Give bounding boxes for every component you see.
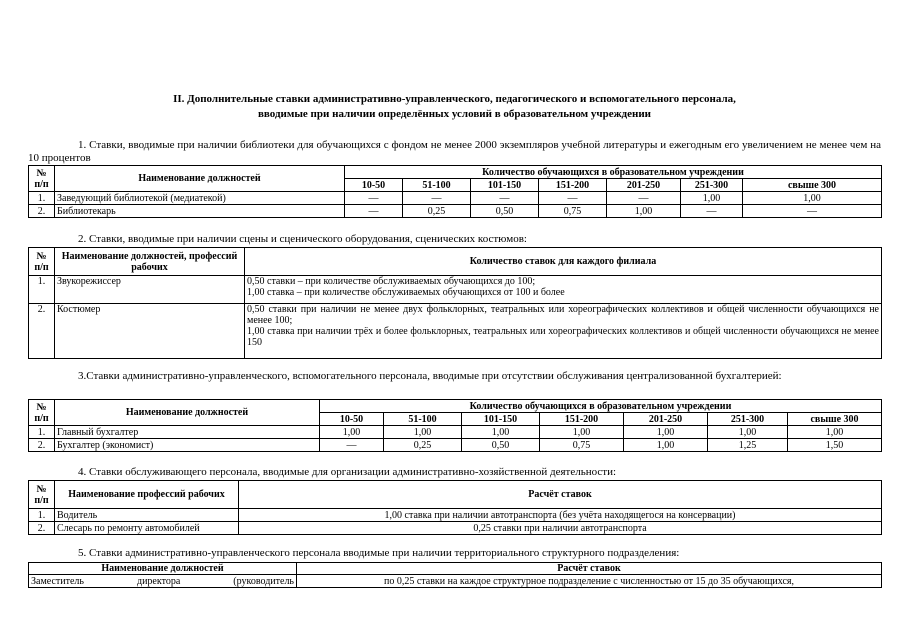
row-num: 1. — [29, 426, 55, 439]
cell-value: 1,00 — [607, 205, 681, 218]
cell-value: 0,25 — [384, 439, 462, 452]
col-header: 251-300 — [681, 179, 743, 192]
row-description — [245, 304, 882, 359]
table-row — [29, 522, 882, 535]
col-header-num: № п/п — [29, 248, 55, 276]
section3-text: 3.Ставки административно-управленческого, вспомогательного персонала, вводимые при отсутствии обслуживания централизованной бухгалтерией: — [78, 370, 782, 382]
table-row — [29, 426, 882, 439]
col-header: 101-150 — [471, 179, 539, 192]
cell-value: — — [320, 439, 384, 452]
row-num: 2. — [29, 439, 55, 452]
col-header-group: Количество обучающихся в образовательном учреждении — [345, 166, 882, 179]
cell-value: — — [403, 192, 471, 205]
table-row — [29, 205, 882, 218]
description-line: 0,50 ставки – при количестве обслуживаемых обучающихся до 100; — [247, 276, 536, 287]
description-line: 1,00 ставка – при количестве обслуживаемых обучающихся от 100 и более — [247, 287, 565, 298]
col-header-qty: Количество ставок для каждого филиала — [245, 248, 882, 276]
col-header: 10-50 — [345, 179, 403, 192]
col-header: свыше 300 — [743, 179, 882, 192]
table-row — [29, 575, 882, 588]
cell-value: 0,50 — [462, 439, 540, 452]
row-name: Костюмер — [55, 304, 245, 359]
col-header: 251-300 — [708, 413, 788, 426]
row-calc: по 0,25 ставки на каждое структурное подразделение с численностью от 15 до 35 обучающихся, — [297, 575, 882, 588]
row-num: 1. — [29, 509, 55, 522]
col-header-name: Наименование должностей — [29, 563, 297, 575]
col-header-name: Наименование должностей — [55, 400, 320, 426]
cell-value: 1,00 — [708, 426, 788, 439]
cell-value: 0,75 — [539, 205, 607, 218]
cell-value: 1,00 — [320, 426, 384, 439]
col-header-num: № п/п — [29, 166, 55, 192]
row-description — [245, 276, 882, 304]
cell-value: — — [607, 192, 681, 205]
cell-value: 1,25 — [708, 439, 788, 452]
service-staff-table — [28, 480, 882, 535]
row-name: Слесарь по ремонту автомобилей — [55, 522, 239, 535]
row-name: Заведующий библиотекой (медиатекой) — [55, 192, 345, 205]
col-header-calc: Расчёт ставок — [297, 563, 882, 575]
col-header: 151-200 — [539, 179, 607, 192]
heading-line-1: II. Дополнительные ставки административно-управленческого, педагогического и вспомогательного персонала, — [173, 93, 736, 105]
cell-value: — — [345, 205, 403, 218]
cell-value: 1,00 — [681, 192, 743, 205]
row-calc: 0,25 ставки при наличии автотранспорта — [239, 522, 882, 535]
table-row — [29, 192, 882, 205]
col-header-num: № п/п — [29, 400, 55, 426]
row-num: 2. — [29, 522, 55, 535]
cell-value: 1,00 — [624, 426, 708, 439]
cell-value: 1,00 — [540, 426, 624, 439]
cell-value: 1,00 — [384, 426, 462, 439]
description-line: 1,00 ставка при наличии трёх и более фольклорных, театральных или хореографических коллективов и общей численности обучающихся не менее 150 — [247, 326, 879, 348]
cell-value: 1,00 — [462, 426, 540, 439]
branch-admin-table — [28, 562, 882, 588]
description-line: 0,50 ставки при наличии не менее двух фольклорных, театральных или хореографических коллективов и общей численности обучающихся не менее 100; — [247, 304, 879, 326]
cell-value: — — [345, 192, 403, 205]
col-header-name: Наименование профессий рабочих — [55, 481, 239, 509]
cell-value: 1,00 — [743, 192, 882, 205]
library-staff-table — [28, 165, 882, 218]
section-heading — [28, 92, 881, 122]
col-header: 10-50 — [320, 413, 384, 426]
col-header: 51-100 — [384, 413, 462, 426]
row-name: Главный бухгалтер — [55, 426, 320, 439]
section5-text: 5. Ставки административно-управленческого персонала вводимые при наличии территориального структурного подразделения: — [78, 547, 680, 559]
row-name: Бухгалтер (экономист) — [55, 439, 320, 452]
accounting-staff-table — [28, 399, 882, 452]
row-name: Водитель — [55, 509, 239, 522]
row-num: 2. — [29, 304, 55, 359]
cell-value: 1,00 — [624, 439, 708, 452]
section2-text: 2. Ставки, вводимые при наличии сцены и сценического оборудования, сценических костюмов: — [78, 233, 527, 245]
stage-staff-table — [28, 247, 882, 359]
col-header: 51-100 — [403, 179, 471, 192]
cell-value: 0,50 — [471, 205, 539, 218]
cell-value: 1,00 — [788, 426, 882, 439]
cell-value: — — [743, 205, 882, 218]
row-name: Библиотекарь — [55, 205, 345, 218]
row-name: Заместитель директора (руководитель — [29, 575, 297, 588]
table-row — [29, 509, 882, 522]
col-header: 201-250 — [624, 413, 708, 426]
cell-value: — — [539, 192, 607, 205]
col-header-name: Наименование должностей, профессий рабочих — [55, 248, 245, 276]
table-row — [29, 304, 882, 359]
cell-value: — — [681, 205, 743, 218]
heading-line-2: вводимые при наличии определённых условий в образовательном учреждении — [257, 108, 652, 120]
cell-value: 1,50 — [788, 439, 882, 452]
col-header: свыше 300 — [788, 413, 882, 426]
table-row — [29, 439, 882, 452]
row-num: 1. — [29, 192, 55, 205]
row-num: 2. — [29, 205, 55, 218]
col-header: 201-250 — [607, 179, 681, 192]
cell-value: — — [471, 192, 539, 205]
row-num: 1. — [29, 276, 55, 304]
col-header-num: № п/п — [29, 481, 55, 509]
table-row — [29, 276, 882, 304]
col-header: 151-200 — [540, 413, 624, 426]
col-header: 101-150 — [462, 413, 540, 426]
col-header-calc: Расчёт ставок — [239, 481, 882, 509]
row-name: Звукорежиссер — [55, 276, 245, 304]
cell-value: 0,75 — [540, 439, 624, 452]
col-header-group: Количество обучающихся в образовательном учреждении — [320, 400, 882, 413]
section1-text: 1. Ставки, вводимые при наличии библиотеки для обучающихся с фондом не менее 2000 экземпляров учебной литературы и ежегодным его увеличением не менее чем на 10 процентов — [28, 139, 881, 164]
section4-text: 4. Ставки обслуживающего персонала, вводимые для организации административно-хозяйственной деятельности: — [78, 466, 617, 478]
col-header-name: Наименование должностей — [55, 166, 345, 192]
cell-value: 0,25 — [403, 205, 471, 218]
row-calc: 1,00 ставка при наличии автотранспорта (без учёта находящегося на консервации) — [239, 509, 882, 522]
